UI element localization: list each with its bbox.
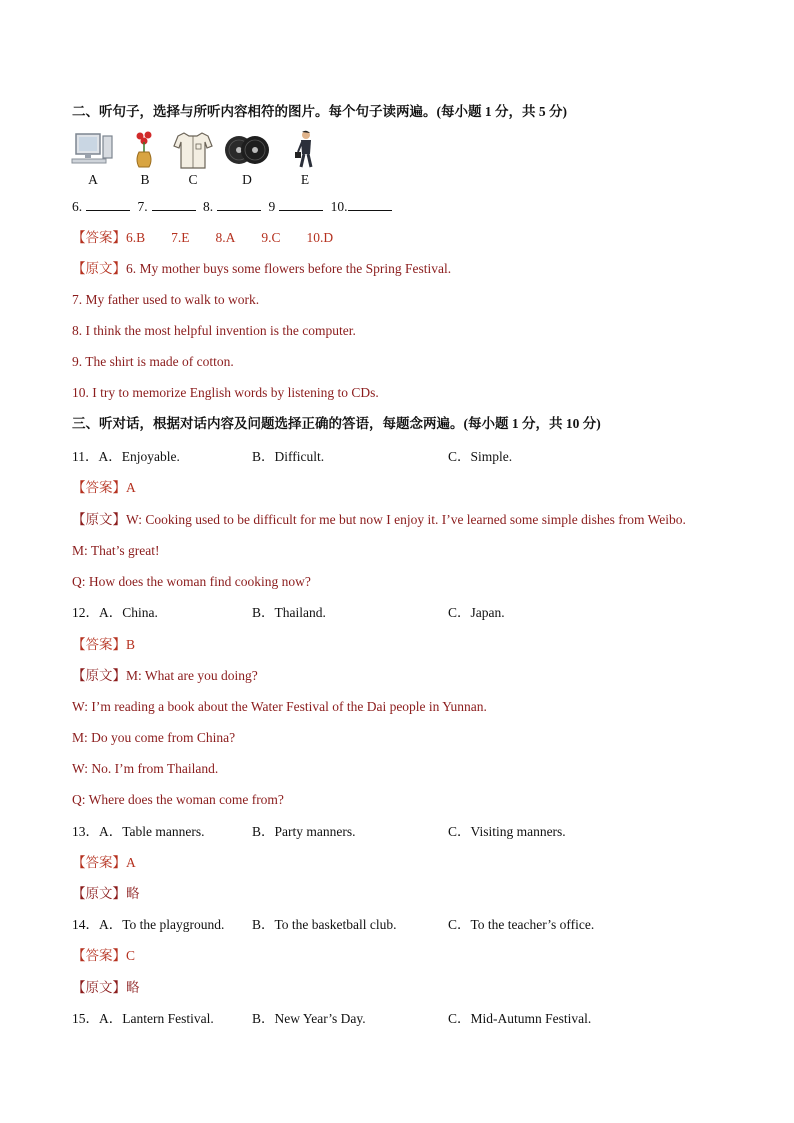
blank-line[interactable] xyxy=(217,198,261,211)
cd-discs-icon xyxy=(224,130,270,170)
option-a: A．Lantern Festival. xyxy=(99,1011,214,1026)
option-c: C．Mid-Autumn Festival. xyxy=(448,1011,592,1026)
option-c: C．To the teacher’s office. xyxy=(448,917,595,932)
script-tag: 【原文】 xyxy=(72,261,126,276)
walking-man-icon xyxy=(282,130,328,170)
blank-label: 7. xyxy=(137,199,148,214)
flower-vase-icon xyxy=(122,130,168,170)
computer-icon xyxy=(70,130,116,170)
picture-options xyxy=(70,130,330,190)
section2-script-line: 10. I try to memorize English words by listening to CDs. xyxy=(72,385,379,400)
answer-item: 9.C xyxy=(261,230,281,245)
section3-heading: 三、听对话，根据对话内容及问题选择正确的答语，每题念两遍。(每小题 1 分，共 10 分) xyxy=(72,416,601,431)
script-line: 【原文】略 xyxy=(72,980,140,995)
script-line: 【原文】M: What are you doing? xyxy=(72,668,258,683)
script-line: Q: How does the woman find cooking now? xyxy=(72,574,311,589)
option-a: A．Table manners. xyxy=(99,824,205,839)
answer-item: 7.E xyxy=(171,230,190,245)
question-number: 11． xyxy=(72,449,99,464)
script-line: M: Do you come from China? xyxy=(72,730,236,745)
blank-line[interactable] xyxy=(152,198,196,211)
answer-line: 【答案】C xyxy=(72,948,136,963)
answer-line: 【答案】A xyxy=(72,855,136,870)
option-c: C．Simple. xyxy=(448,449,513,464)
option-a: A．Enjoyable. xyxy=(98,449,180,464)
blank-line[interactable] xyxy=(348,198,392,211)
question-number: 13． xyxy=(72,824,99,839)
question-number: 14． xyxy=(72,917,99,932)
blank-label: 9 xyxy=(268,199,276,214)
shirt-icon xyxy=(170,130,216,170)
answer-tag: 【答案】 xyxy=(72,230,126,245)
blank-line[interactable] xyxy=(86,198,130,211)
section2-answers xyxy=(72,229,754,247)
script-line: W: No. I’m from Thailand. xyxy=(72,761,219,776)
option-a: A．China. xyxy=(99,605,158,620)
section2-script-line: 【原文】6. My mother buys some flowers before the Spring Festival. xyxy=(72,261,452,276)
script-line: 【原文】略 xyxy=(72,886,140,901)
option-b: B．Difficult. xyxy=(252,449,325,464)
option-b: B．Party manners. xyxy=(252,824,356,839)
question-row xyxy=(72,1010,754,1028)
blank-line[interactable] xyxy=(279,198,323,211)
answer-item: 10.D xyxy=(306,230,334,245)
question-row xyxy=(72,604,754,622)
section2-script-line: 8. I think the most helpful invention is the computer. xyxy=(72,323,356,338)
blank-label: 10. xyxy=(330,199,348,214)
question-number: 12． xyxy=(72,605,99,620)
picture-label-d: D xyxy=(242,172,252,187)
script-line: 【原文】W: Cooking used to be difficult for me but now I enjoy it. I’ve learned some simple dishes from Weibo. xyxy=(72,512,686,527)
option-b: B．To the basketball club. xyxy=(252,917,397,932)
section2-script-line: 9. The shirt is made of cotton. xyxy=(72,354,234,369)
option-b: B．New Year’s Day. xyxy=(252,1011,366,1026)
answer-line: 【答案】A xyxy=(72,480,136,495)
picture-label-c: C xyxy=(188,172,198,187)
option-b: B．Thailand. xyxy=(252,605,326,620)
answer-item: 6.B xyxy=(126,230,146,245)
question-row xyxy=(72,448,754,466)
option-c: C．Japan. xyxy=(448,605,505,620)
picture-label-b: B xyxy=(140,172,150,187)
answer-line: 【答案】B xyxy=(72,637,136,652)
option-a: A．To the playground. xyxy=(99,917,225,932)
picture-label-a: A xyxy=(88,172,98,187)
question-number: 15． xyxy=(72,1011,99,1026)
section2-script-line: 7. My father used to walk to work. xyxy=(72,292,260,307)
script-line: Q: Where does the woman come from? xyxy=(72,792,284,807)
question-row xyxy=(72,916,754,934)
script-line: W: I’m reading a book about the Water Festival of the Dai people in Yunnan. xyxy=(72,699,487,714)
picture-label-e: E xyxy=(300,172,310,187)
blank-label: 6. xyxy=(72,199,83,214)
answer-blanks-row xyxy=(72,198,754,216)
blank-label: 8. xyxy=(203,199,214,214)
option-c: C．Visiting manners. xyxy=(448,824,566,839)
answer-item: 8.A xyxy=(215,230,236,245)
question-row xyxy=(72,823,754,841)
section2-heading: 二、听句子，选择与所听内容相符的图片。每个句子读两遍。(每小题 1 分，共 5 分) xyxy=(72,104,567,119)
script-line: M: That’s great! xyxy=(72,543,160,558)
